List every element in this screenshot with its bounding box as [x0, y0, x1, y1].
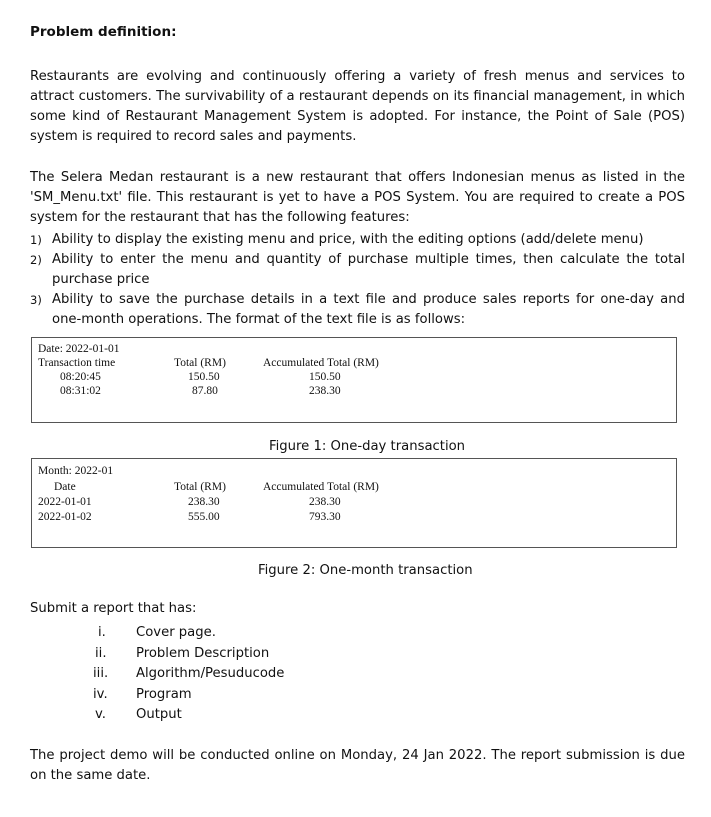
table-cell: 238.30	[309, 496, 341, 508]
column-header: Accumulated Total (RM)	[263, 481, 379, 493]
one-day-transaction-box	[31, 337, 677, 423]
report-item	[88, 705, 284, 726]
table-cell: 2022-01-02	[38, 511, 92, 523]
table-cell: 555.00	[188, 511, 220, 523]
problem-heading: Problem definition:	[30, 24, 177, 40]
report-item-text: Output	[136, 707, 182, 722]
figure-2-caption: Figure 2: One-month transaction	[258, 563, 473, 578]
column-header: Total (RM)	[174, 481, 226, 493]
closing-paragraph: The project demo will be conducted online on Monday, 24 Jan 2022. The report submission is due on the same date.	[30, 748, 685, 783]
one-month-transaction-box	[31, 458, 677, 548]
table-cell: 08:31:02	[60, 385, 101, 397]
report-item-text: Program	[136, 686, 192, 702]
report-item-number: ii.	[95, 645, 107, 661]
intro-paragraph: Restaurants are evolving and continuously offering a variety of fresh menus and services to attract customers. The survivability of a restaurant depends on its financial management, in which some kind of Restaurant Management System is adopted. For instance, the Point of Sale (POS) system is required to record sales and payments.	[30, 69, 685, 144]
report-item	[88, 623, 284, 644]
table-cell: 793.30	[309, 511, 341, 523]
report-item	[88, 685, 284, 706]
table-cell: 150.50	[309, 371, 341, 383]
table-cell: 238.30	[309, 385, 341, 397]
report-item-text: Cover page.	[136, 625, 216, 640]
column-header: Accumulated Total (RM)	[263, 357, 379, 369]
feature-number: 3)	[30, 293, 42, 307]
column-header: Transaction time	[38, 357, 116, 369]
feature-text: Ability to display the existing menu and price, with the editing options (add/delete menu)	[52, 232, 644, 247]
feature-number: 2)	[30, 253, 42, 267]
report-item-number: iii.	[93, 666, 109, 681]
feature-list	[30, 230, 685, 330]
month-line: Month: 2022-01	[38, 465, 114, 477]
feature-text: Ability to enter the menu and quantity of purchase multiple times, then calculate the total purchase price	[52, 252, 685, 287]
column-header: Total (RM)	[174, 357, 226, 369]
feature-item	[30, 250, 685, 290]
feature-text: Ability to save the purchase details in a text file and produce sales reports for one-day and one-month operations. The format of the text file is as follows:	[52, 292, 685, 327]
submit-report-title: Submit a report that has:	[30, 601, 197, 616]
report-item	[88, 644, 284, 665]
table-cell: 87.80	[192, 385, 218, 397]
feature-number: 1)	[30, 233, 42, 247]
report-item-text: Algorithm/Pesuducode	[136, 666, 285, 681]
column-header: Date	[54, 481, 76, 493]
table-cell: 150.50	[188, 371, 220, 383]
feature-item	[30, 230, 685, 250]
report-item-number: i.	[98, 625, 106, 640]
report-item-number: iv.	[93, 686, 108, 702]
restaurant-paragraph: The Selera Medan restaurant is a new restaurant that offers Indonesian menus as listed in the 'SM_Menu.txt' file. This restaurant is yet to have a POS System. You are required to create a POS system for the restaurant that has the following features:	[30, 170, 685, 225]
table-cell: 2022-01-01	[38, 496, 92, 508]
report-item	[88, 664, 284, 685]
feature-item	[30, 290, 685, 330]
figure-1-caption: Figure 1: One-day transaction	[269, 439, 466, 454]
report-item-text: Problem Description	[136, 645, 270, 661]
table-cell: 238.30	[188, 496, 220, 508]
table-cell: 08:20:45	[60, 371, 101, 383]
date-line: Date: 2022-01-01	[38, 343, 120, 355]
report-item-number: v.	[95, 707, 106, 722]
report-items-list	[88, 623, 284, 726]
